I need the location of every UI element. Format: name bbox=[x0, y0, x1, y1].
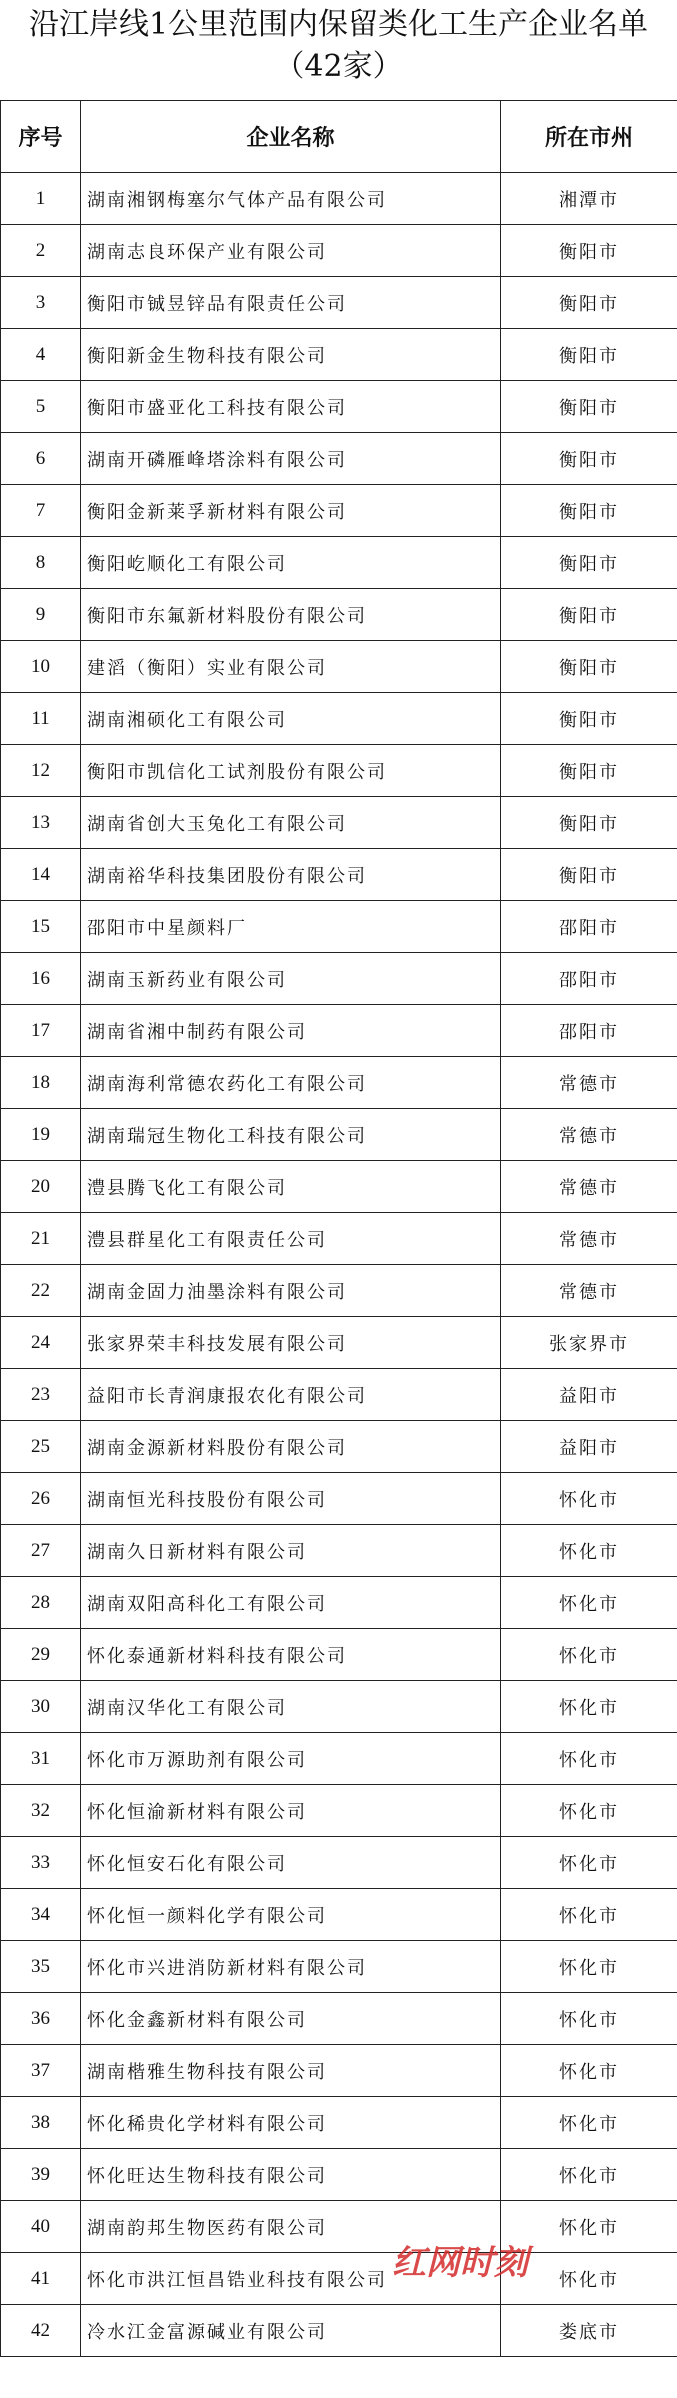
row-city: 怀化市 bbox=[501, 1733, 677, 1785]
table-row bbox=[1, 589, 677, 641]
table-row bbox=[1, 693, 677, 745]
row-city: 衡阳市 bbox=[501, 329, 677, 381]
table-row bbox=[1, 1473, 677, 1525]
row-company-name: 怀化旺达生物科技有限公司 bbox=[81, 2149, 501, 2201]
row-company-name: 怀化恒一颜料化学有限公司 bbox=[81, 1889, 501, 1941]
row-index: 26 bbox=[1, 1473, 81, 1525]
table-row bbox=[1, 485, 677, 537]
svg-text:红网时刻: 红网时刻 bbox=[392, 2243, 528, 2283]
row-index: 20 bbox=[1, 1161, 81, 1213]
row-index: 30 bbox=[1, 1681, 81, 1733]
table-row bbox=[1, 537, 677, 589]
row-index: 29 bbox=[1, 1629, 81, 1681]
table-row bbox=[1, 1681, 677, 1733]
row-city: 怀化市 bbox=[501, 1681, 677, 1733]
row-index: 42 bbox=[1, 2305, 81, 2357]
row-city: 衡阳市 bbox=[501, 849, 677, 901]
row-company-name: 湖南湘钢梅塞尔气体产品有限公司 bbox=[81, 173, 501, 225]
row-city: 衡阳市 bbox=[501, 433, 677, 485]
row-company-name: 怀化恒安石化有限公司 bbox=[81, 1837, 501, 1889]
row-city: 怀化市 bbox=[501, 1577, 677, 1629]
row-index: 31 bbox=[1, 1733, 81, 1785]
row-index: 22 bbox=[1, 1265, 81, 1317]
header-index: 序号 bbox=[1, 101, 81, 173]
row-index: 5 bbox=[1, 381, 81, 433]
table-row bbox=[1, 1005, 677, 1057]
row-city: 怀化市 bbox=[501, 2149, 677, 2201]
title-line-1: 沿江岸线1公里范围内保留类化工生产企业名单 bbox=[28, 7, 649, 42]
row-company-name: 湖南湘硕化工有限公司 bbox=[81, 693, 501, 745]
row-company-name: 建滔（衡阳）实业有限公司 bbox=[81, 641, 501, 693]
row-index: 14 bbox=[1, 849, 81, 901]
table-row bbox=[1, 849, 677, 901]
table-row bbox=[1, 1889, 677, 1941]
row-index: 15 bbox=[1, 901, 81, 953]
table-body bbox=[1, 173, 677, 2357]
table-row bbox=[1, 381, 677, 433]
row-city: 衡阳市 bbox=[501, 797, 677, 849]
table-row bbox=[1, 329, 677, 381]
row-company-name: 湖南裕华科技集团股份有限公司 bbox=[81, 849, 501, 901]
row-company-name: 湖南海利常德农药化工有限公司 bbox=[81, 1057, 501, 1109]
row-city: 怀化市 bbox=[501, 2253, 677, 2305]
row-index: 2 bbox=[1, 225, 81, 277]
table-row bbox=[1, 1733, 677, 1785]
row-company-name: 澧县群星化工有限责任公司 bbox=[81, 1213, 501, 1265]
row-city: 常德市 bbox=[501, 1057, 677, 1109]
table-row bbox=[1, 745, 677, 797]
row-company-name: 湖南金源新材料股份有限公司 bbox=[81, 1421, 501, 1473]
row-city: 湘潭市 bbox=[501, 173, 677, 225]
row-city: 衡阳市 bbox=[501, 225, 677, 277]
row-index: 12 bbox=[1, 745, 81, 797]
row-company-name: 湖南瑞冠生物化工科技有限公司 bbox=[81, 1109, 501, 1161]
row-company-name: 湖南玉新药业有限公司 bbox=[81, 953, 501, 1005]
row-index: 18 bbox=[1, 1057, 81, 1109]
row-city: 衡阳市 bbox=[501, 693, 677, 745]
table-row bbox=[1, 1941, 677, 1993]
table-row bbox=[1, 277, 677, 329]
row-city: 衡阳市 bbox=[501, 537, 677, 589]
row-index: 23 bbox=[1, 1369, 81, 1421]
table-row bbox=[1, 1109, 677, 1161]
row-city: 常德市 bbox=[501, 1213, 677, 1265]
row-index: 9 bbox=[1, 589, 81, 641]
table-row bbox=[1, 797, 677, 849]
row-index: 21 bbox=[1, 1213, 81, 1265]
title-line-2: （42家） bbox=[274, 49, 403, 84]
table-row bbox=[1, 1993, 677, 2045]
row-company-name: 怀化市万源助剂有限公司 bbox=[81, 1733, 501, 1785]
row-index: 11 bbox=[1, 693, 81, 745]
row-company-name: 湖南楷雅生物科技有限公司 bbox=[81, 2045, 501, 2097]
row-city: 益阳市 bbox=[501, 1421, 677, 1473]
row-company-name: 怀化泰通新材料科技有限公司 bbox=[81, 1629, 501, 1681]
row-index: 1 bbox=[1, 173, 81, 225]
row-index: 34 bbox=[1, 1889, 81, 1941]
table-row bbox=[1, 953, 677, 1005]
row-city: 常德市 bbox=[501, 1265, 677, 1317]
row-city: 益阳市 bbox=[501, 1369, 677, 1421]
row-city: 怀化市 bbox=[501, 1941, 677, 1993]
row-company-name: 怀化稀贵化学材料有限公司 bbox=[81, 2097, 501, 2149]
row-company-name: 湖南久日新材料有限公司 bbox=[81, 1525, 501, 1577]
header-city: 所在市州 bbox=[501, 101, 677, 173]
row-index: 16 bbox=[1, 953, 81, 1005]
row-city: 衡阳市 bbox=[501, 641, 677, 693]
table-row bbox=[1, 641, 677, 693]
row-city: 怀化市 bbox=[501, 1473, 677, 1525]
table-row bbox=[1, 2097, 677, 2149]
row-city: 常德市 bbox=[501, 1161, 677, 1213]
row-city: 衡阳市 bbox=[501, 745, 677, 797]
table-row bbox=[1, 1213, 677, 1265]
row-city: 衡阳市 bbox=[501, 277, 677, 329]
row-index: 25 bbox=[1, 1421, 81, 1473]
table-row bbox=[1, 1421, 677, 1473]
row-city: 常德市 bbox=[501, 1109, 677, 1161]
row-company-name: 湖南开磷雁峰塔涂料有限公司 bbox=[81, 433, 501, 485]
row-company-name: 怀化市兴进消防新材料有限公司 bbox=[81, 1941, 501, 1993]
row-company-name: 益阳市长青润康报农化有限公司 bbox=[81, 1369, 501, 1421]
row-company-name: 湖南恒光科技股份有限公司 bbox=[81, 1473, 501, 1525]
table-row bbox=[1, 1161, 677, 1213]
row-company-name: 衡阳新金生物科技有限公司 bbox=[81, 329, 501, 381]
row-company-name: 张家界荣丰科技发展有限公司 bbox=[81, 1317, 501, 1369]
row-company-name: 冷水江金富源碱业有限公司 bbox=[81, 2305, 501, 2357]
row-city: 怀化市 bbox=[501, 2097, 677, 2149]
row-index: 17 bbox=[1, 1005, 81, 1057]
row-index: 40 bbox=[1, 2201, 81, 2253]
row-company-name: 衡阳市盛亚化工科技有限公司 bbox=[81, 381, 501, 433]
row-company-name: 湖南金固力油墨涂料有限公司 bbox=[81, 1265, 501, 1317]
table-row bbox=[1, 1525, 677, 1577]
row-index: 13 bbox=[1, 797, 81, 849]
row-city: 衡阳市 bbox=[501, 381, 677, 433]
row-company-name: 衡阳屹顺化工有限公司 bbox=[81, 537, 501, 589]
row-city: 怀化市 bbox=[501, 2201, 677, 2253]
row-company-name: 怀化恒渝新材料有限公司 bbox=[81, 1785, 501, 1837]
row-city: 娄底市 bbox=[501, 2305, 677, 2357]
row-index: 24 bbox=[1, 1317, 81, 1369]
row-city: 衡阳市 bbox=[501, 485, 677, 537]
table-row bbox=[1, 433, 677, 485]
row-city: 怀化市 bbox=[501, 1837, 677, 1889]
row-company-name: 衡阳市凯信化工试剂股份有限公司 bbox=[81, 745, 501, 797]
row-company-name: 湖南韵邦生物医药有限公司 bbox=[81, 2201, 501, 2253]
row-index: 27 bbox=[1, 1525, 81, 1577]
table-row bbox=[1, 1369, 677, 1421]
table-row bbox=[1, 1837, 677, 1889]
table-row bbox=[1, 1577, 677, 1629]
row-index: 19 bbox=[1, 1109, 81, 1161]
row-company-name: 湖南省创大玉兔化工有限公司 bbox=[81, 797, 501, 849]
row-index: 39 bbox=[1, 2149, 81, 2201]
row-index: 3 bbox=[1, 277, 81, 329]
row-index: 36 bbox=[1, 1993, 81, 2045]
table-row bbox=[1, 2201, 677, 2253]
row-city: 怀化市 bbox=[501, 1889, 677, 1941]
row-index: 28 bbox=[1, 1577, 81, 1629]
row-index: 8 bbox=[1, 537, 81, 589]
row-index: 33 bbox=[1, 1837, 81, 1889]
table-row bbox=[1, 1629, 677, 1681]
table-row bbox=[1, 1265, 677, 1317]
table-row bbox=[1, 1057, 677, 1109]
row-company-name: 湖南汉华化工有限公司 bbox=[81, 1681, 501, 1733]
row-company-name: 怀化市洪江恒昌锆业科技有限公司 bbox=[81, 2253, 501, 2305]
enterprise-table bbox=[0, 100, 677, 2357]
table-row bbox=[1, 225, 677, 277]
row-index: 38 bbox=[1, 2097, 81, 2149]
row-index: 7 bbox=[1, 485, 81, 537]
row-company-name: 衡阳市东氟新材料股份有限公司 bbox=[81, 589, 501, 641]
row-company-name: 邵阳市中星颜料厂 bbox=[81, 901, 501, 953]
table-row bbox=[1, 1785, 677, 1837]
row-city: 怀化市 bbox=[501, 1629, 677, 1681]
row-city: 邵阳市 bbox=[501, 901, 677, 953]
row-city: 邵阳市 bbox=[501, 953, 677, 1005]
table-row bbox=[1, 2305, 677, 2357]
row-index: 32 bbox=[1, 1785, 81, 1837]
row-company-name: 湖南双阳高科化工有限公司 bbox=[81, 1577, 501, 1629]
row-company-name: 湖南志良环保产业有限公司 bbox=[81, 225, 501, 277]
row-city: 衡阳市 bbox=[501, 589, 677, 641]
row-city: 怀化市 bbox=[501, 2045, 677, 2097]
row-index: 4 bbox=[1, 329, 81, 381]
table-row bbox=[1, 2149, 677, 2201]
row-city: 怀化市 bbox=[501, 1525, 677, 1577]
row-index: 35 bbox=[1, 1941, 81, 1993]
row-company-name: 澧县腾飞化工有限公司 bbox=[81, 1161, 501, 1213]
table-row bbox=[1, 1317, 677, 1369]
document-title bbox=[0, 0, 677, 100]
row-index: 37 bbox=[1, 2045, 81, 2097]
row-index: 10 bbox=[1, 641, 81, 693]
table-row bbox=[1, 901, 677, 953]
row-company-name: 衡阳市铖昱锌品有限责任公司 bbox=[81, 277, 501, 329]
header-company: 企业名称 bbox=[81, 101, 501, 173]
row-city: 邵阳市 bbox=[501, 1005, 677, 1057]
row-company-name: 怀化金鑫新材料有限公司 bbox=[81, 1993, 501, 2045]
table-row bbox=[1, 173, 677, 225]
row-index: 6 bbox=[1, 433, 81, 485]
table-row bbox=[1, 2253, 677, 2305]
row-city: 张家界市 bbox=[501, 1317, 677, 1369]
row-city: 怀化市 bbox=[501, 1993, 677, 2045]
row-company-name: 湖南省湘中制药有限公司 bbox=[81, 1005, 501, 1057]
table-row bbox=[1, 2045, 677, 2097]
table-header-row bbox=[1, 101, 677, 173]
row-company-name: 衡阳金新莱孚新材料有限公司 bbox=[81, 485, 501, 537]
row-city: 怀化市 bbox=[501, 1785, 677, 1837]
row-index: 41 bbox=[1, 2253, 81, 2305]
